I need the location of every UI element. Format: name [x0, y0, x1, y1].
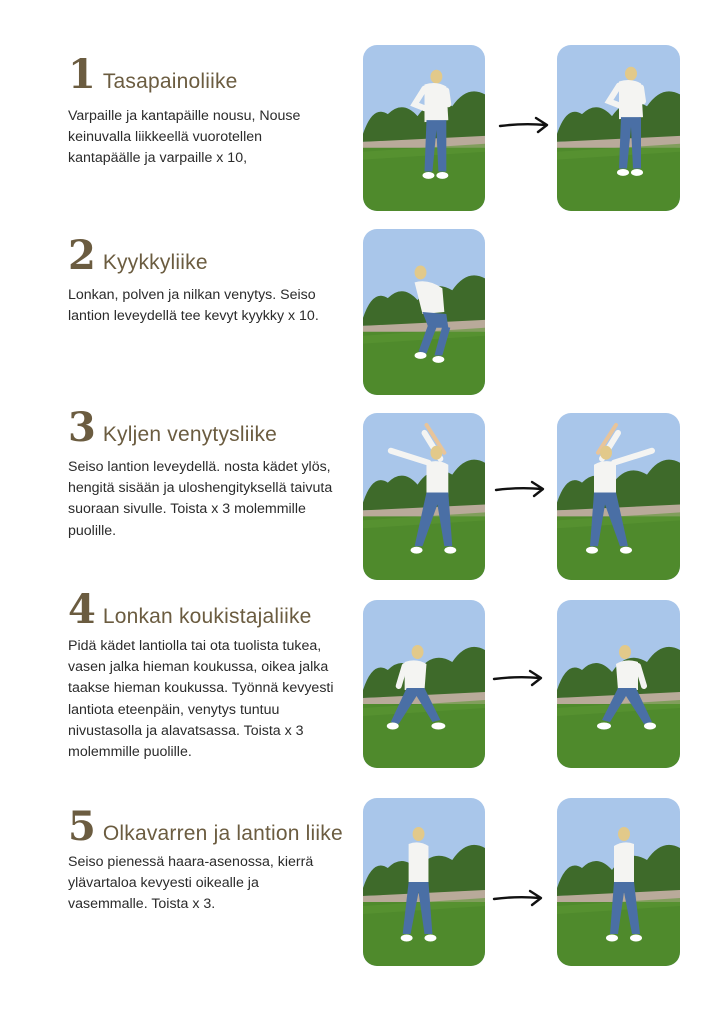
exercise-heading [68, 803, 343, 850]
exercise-description: Seiso lantion leveydellä. nosta kädet ylös, hengitä sisään ja uloshengityksellä taivuta suoraan sivulle. Toista x 3 molemmille puolille. [68, 459, 333, 539]
exercise-title: Tasapainoliike [102, 70, 238, 93]
woman-side-stretch-left-photo [363, 413, 485, 580]
woman-squatting-photo [363, 229, 485, 395]
woman-torso-twist-right-photo [363, 798, 485, 966]
right-arrow-icon [498, 115, 550, 135]
exercise-number: 2 [68, 232, 95, 279]
exercise-heading [68, 586, 312, 633]
woman-side-stretch-right-photo [557, 413, 680, 580]
exercise-number: 5 [68, 803, 95, 850]
woman-hip-flexor-stretch-left-photo [363, 600, 485, 768]
exercise-title: Kyljen venytysliike [102, 423, 278, 446]
exercise-description: Lonkan, polven ja nilkan venytys. Seiso lantion leveydellä tee kevyt kyykky x 10. [68, 287, 319, 325]
woman-torso-twist-left-photo [557, 798, 680, 966]
exercise-number: 1 [68, 51, 95, 98]
exercise-title: Lonkan koukistajaliike [102, 605, 312, 628]
woman-standing-on-heels-photo [363, 45, 485, 211]
right-arrow-icon [494, 479, 546, 499]
exercise-title: Olkavarren ja lantion liike [102, 822, 343, 845]
exercise-description: Varpaille ja kantapäille nousu, Nouse keinuvalla liikkeellä vuorotellen kantapäälle ja varpaille x 10, [68, 108, 301, 167]
exercise-description: Pidä kädet lantiolla tai ota tuolista tukea, vasen jalka hieman koukussa, oikea jalka taakse hieman koukussa. Työnnä kevyesti lantiota eteenpäin, venytys tuntuu nivustasolla ja alavatsassa. Toista x 3 molemmille puolille. [68, 638, 334, 761]
right-arrow-icon [492, 888, 544, 908]
right-arrow-icon [492, 668, 544, 688]
exercise-number: 3 [68, 404, 95, 451]
exercise-heading [68, 232, 208, 279]
exercise-number: 4 [68, 586, 95, 633]
exercise-description: Seiso pienessä haara-asenossa, kierrä ylävartaloa kevyesti oikealle ja vasemmalle. Toista x 3. [68, 854, 314, 913]
exercise-title: Kyykkyliike [102, 251, 208, 274]
woman-rising-on-toes-photo [557, 45, 680, 211]
exercise-heading [68, 51, 238, 98]
woman-hip-flexor-stretch-right-photo [557, 600, 680, 768]
exercise-heading [68, 404, 278, 451]
